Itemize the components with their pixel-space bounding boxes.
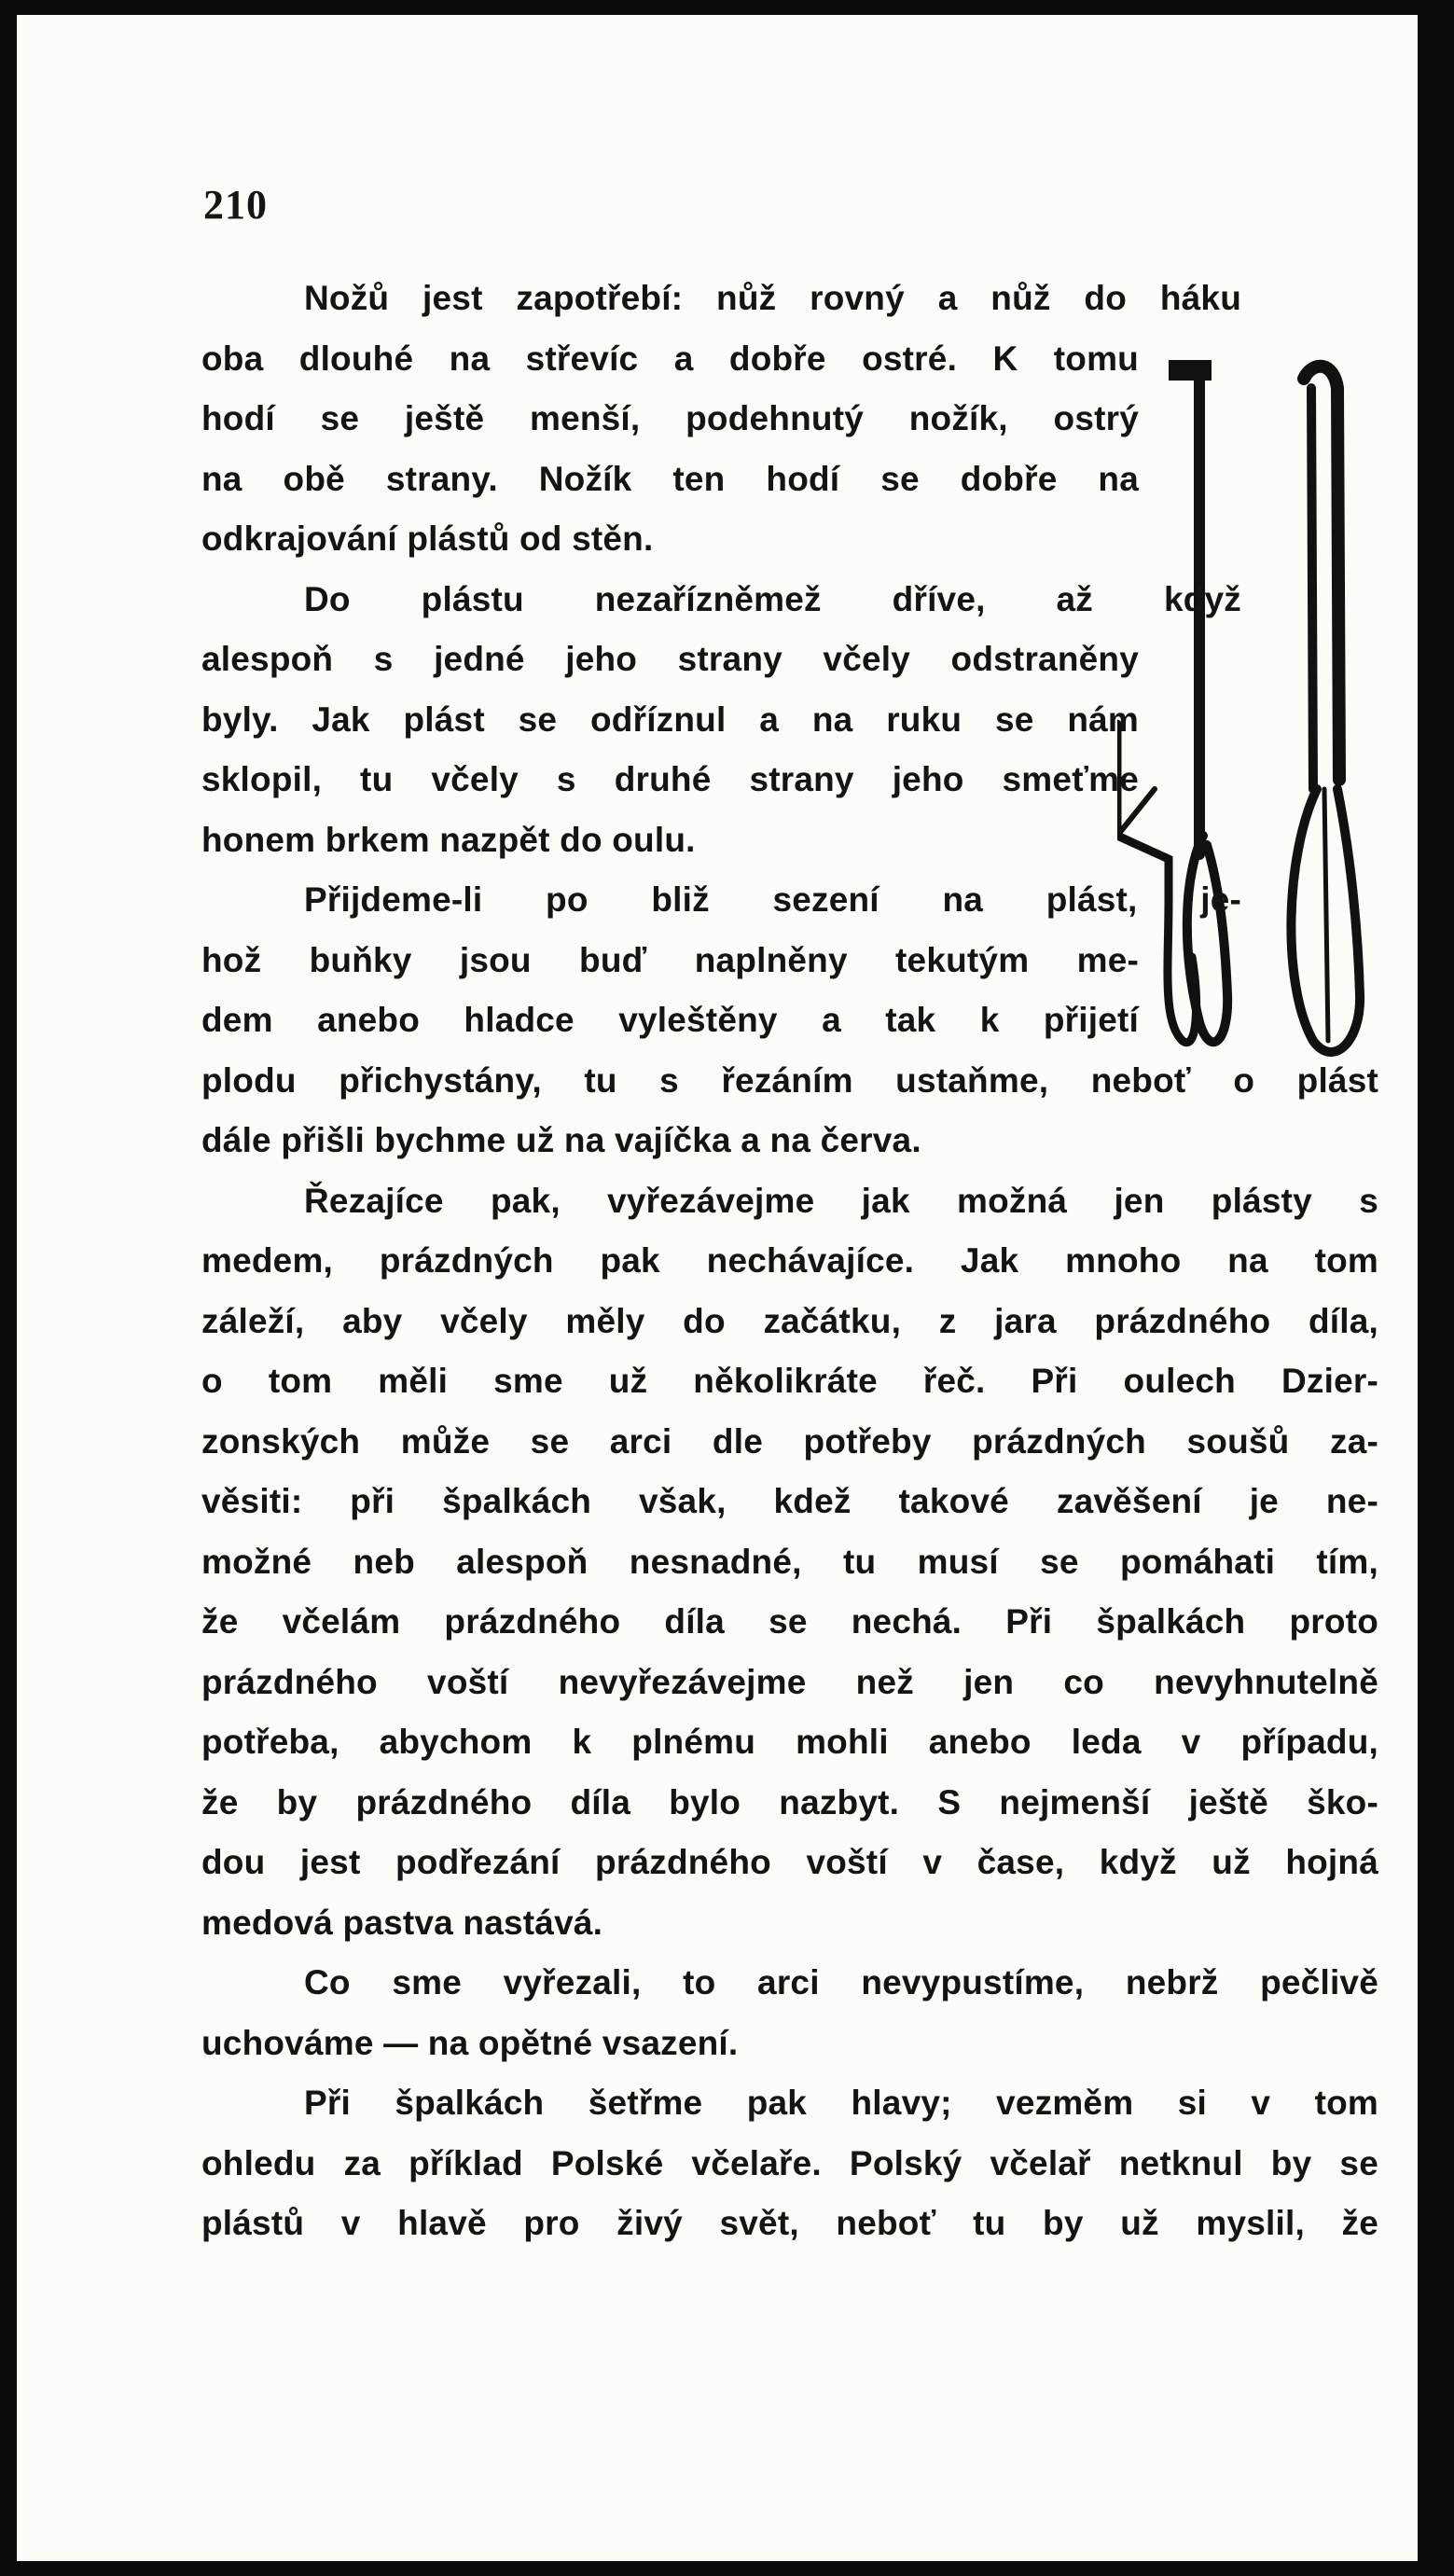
text-line: plástů v hlavě pro živý svět, neboť tu by už myslil, že: [201, 2204, 1378, 2242]
text-line: medová pastva nastává.: [201, 1903, 603, 1942]
text-line: Při špalkách šetřme pak hlavy; vezměm si v tom: [304, 2084, 1378, 2122]
text-line: dále přišli bychme už na vajíčka a na červa.: [201, 1121, 921, 1159]
text-line: věsiti: při špalkách však, kdež takové zavěšení je ne-: [201, 1482, 1378, 1520]
text-line: zonských může se arci dle potřeby prázdných soušů za-: [201, 1421, 1378, 1461]
text-line: uchováme — na opětné vsazení.: [201, 2023, 739, 2062]
text-line: dou jest podřezání prázdného voští v čase, když už hojná: [201, 1843, 1378, 1881]
page-number: 210: [203, 182, 268, 228]
text-line: na obě strany. Nožík ten hodí se dobře na: [201, 459, 1139, 498]
text-line: oba dlouhé na střevíc a dobře ostré. K tomu: [201, 339, 1139, 378]
text-line: odkrajování plástů od stěn.: [201, 519, 654, 558]
text-line: hož buňky jsou buď naplněny tekutým me-: [201, 940, 1139, 979]
text-line: honem brkem nazpět do oulu.: [201, 820, 696, 859]
text-line: Nožů jest zapotřebí: nůž rovný a nůž do háku: [304, 279, 1241, 317]
text-line: medem, prázdných pak nechávajíce. Jak mnoho na tom: [201, 1241, 1378, 1280]
text-line: hodí se ještě menší, podehnutý nožík, ostrý: [201, 399, 1139, 437]
text-line: že by prázdného díla bylo nazbyt. S nejmenší ještě ško-: [201, 1782, 1378, 1821]
text-line: Do plástu nezařízněmež dříve, až když: [304, 579, 1241, 618]
text-line: byly. Jak plást se odříznul a na ruku se nám: [201, 699, 1139, 739]
text-line: že včelám prázdného díla se nechá. Při špalkách proto: [201, 1602, 1378, 1641]
book-page: [17, 15, 1418, 2561]
text-line: možné neb alespoň nesnadné, tu musí se pomáhati tím,: [201, 1542, 1378, 1581]
text-line: dem anebo hladce vyleštěny a tak k přijetí: [201, 1001, 1139, 1039]
text-line: Přijdeme-li po bliž sezení na plást, je-: [304, 880, 1241, 919]
text-line: sklopil, tu včely s druhé strany jeho smeťme: [201, 760, 1139, 798]
body-text: [201, 269, 1378, 2254]
text-line: Co sme vyřezali, to arci nevypustíme, nebrž pečlivě: [304, 1963, 1378, 2001]
text-line: Řezajíce pak, vyřezávejme jak možná jen plásty s: [304, 1181, 1378, 1220]
text-line: ohledu za příklad Polské včelaře. Polský včelař netknul by se: [201, 2143, 1378, 2182]
text-line: záleží, aby včely měly do začátku, z jara prázdného díla,: [201, 1301, 1378, 1340]
text-line: prázdného voští nevyřezávejme než jen co nevyhnutelně: [201, 1662, 1378, 1701]
text-line: plodu přichystány, tu s řezáním ustaňme, neboť o plást: [201, 1060, 1378, 1100]
text-line: alespoň s jedné jeho strany včely odstraněny: [201, 640, 1139, 678]
text-line: potřeba, abychom k plnému mohli anebo leda v případu,: [201, 1723, 1378, 1761]
text-line: o tom měli sme už několikráte řeč. Při oulech Dzier-: [201, 1362, 1378, 1400]
